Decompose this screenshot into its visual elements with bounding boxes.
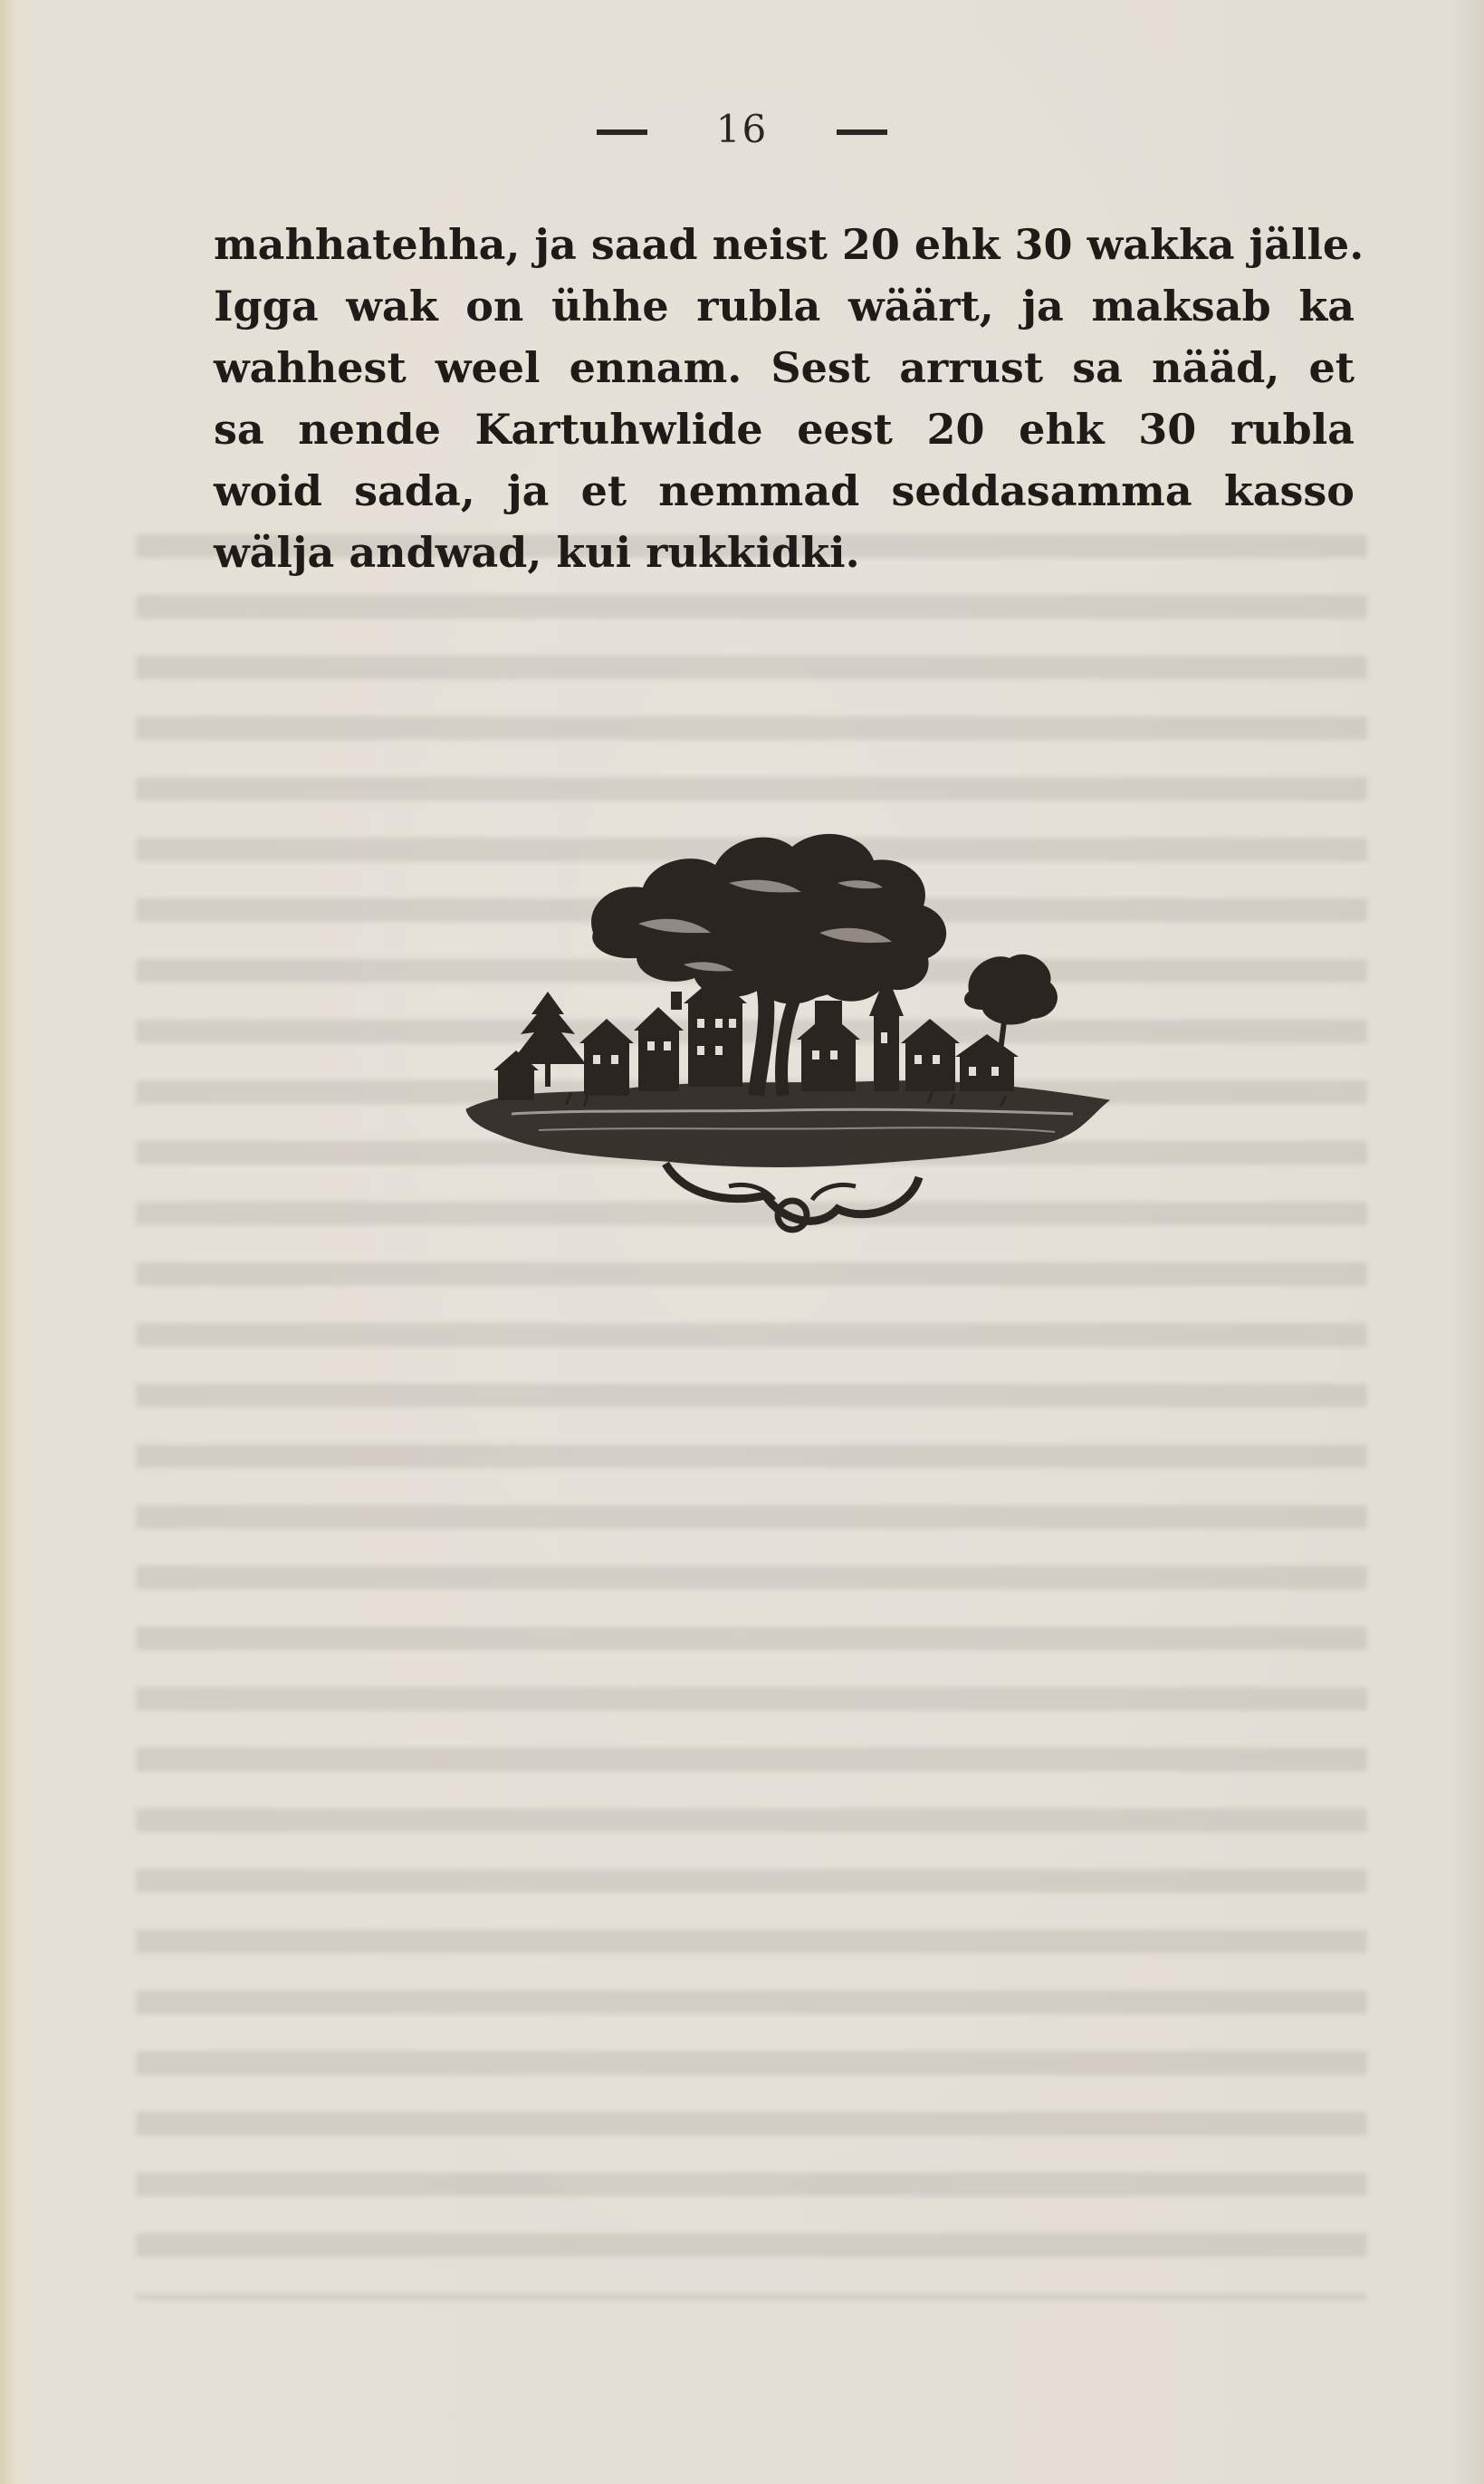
text-line: mahhatehha, ja saad neist 20 ehk 30 wakka jälle. xyxy=(214,220,1364,269)
left-dash-rule xyxy=(597,129,647,135)
page-number: 16 xyxy=(715,107,769,151)
text-line: Igga wak on ühhe rubla wäärt, ja maksab ka xyxy=(214,282,1355,331)
woodcut-tree-village-vignette-icon xyxy=(457,797,1118,1259)
text-line: wälja andwad, kui rukkidki. xyxy=(214,528,860,577)
text-line: sa nende Kartuhwlide eest 20 ehk 30 rubla xyxy=(214,405,1355,454)
page-header xyxy=(0,107,1484,151)
text-line: woid sada, ja et nemmad seddasamma kasso xyxy=(214,466,1355,515)
body-text xyxy=(214,214,1364,583)
text-line: wahhest weel ennam. Sest arrust sa nääd, et xyxy=(214,343,1355,392)
right-dash-rule xyxy=(837,129,887,135)
